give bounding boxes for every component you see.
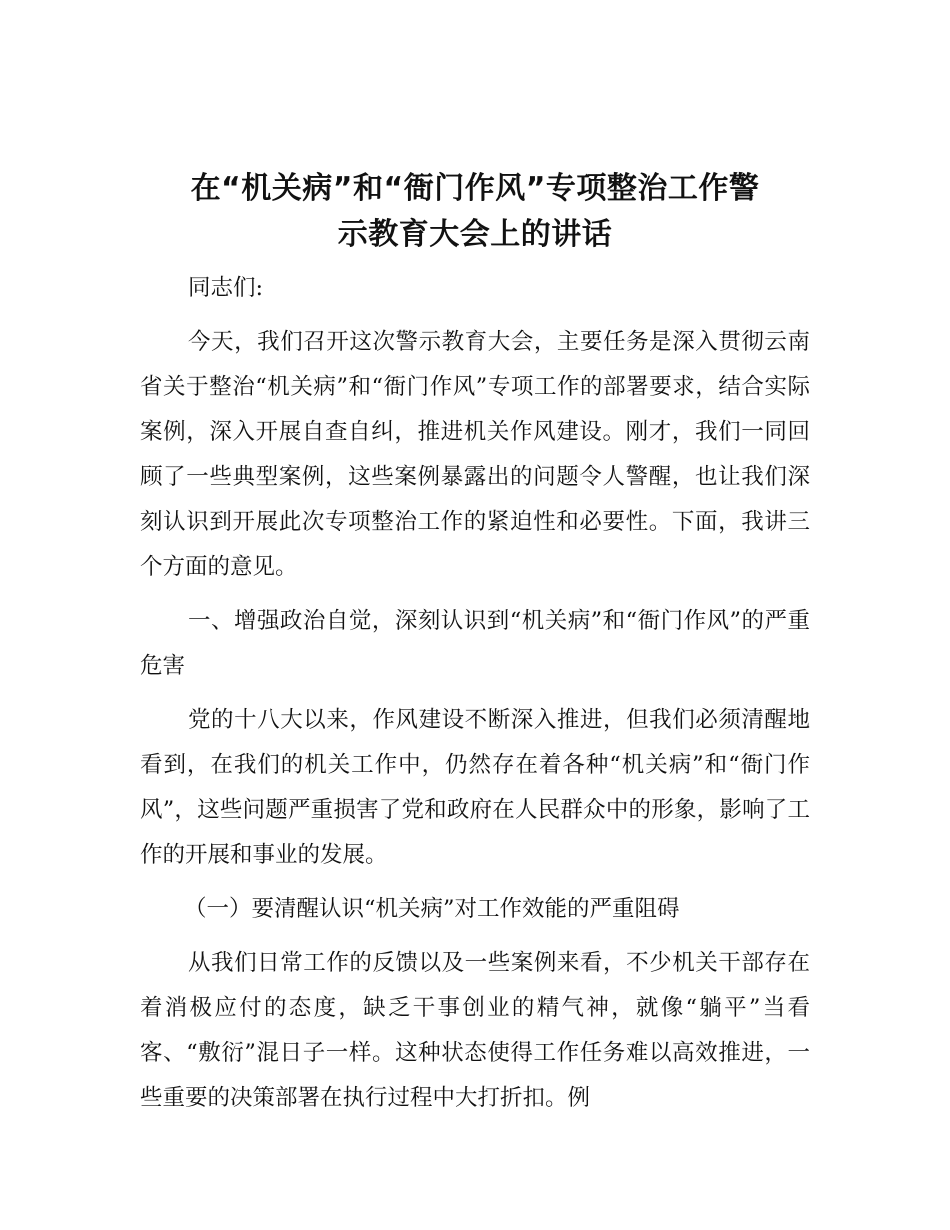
title-line-1: 在“机关病”和“衙门作风”专项整治工作警 [190, 171, 760, 206]
section-1-heading: 一、增强政治自觉，深刻认识到“机关病”和“衙门作风”的严重危害 [140, 608, 810, 679]
title-line-2: 示教育大会上的讲话 [337, 217, 613, 252]
salutation: 同志们: [188, 275, 264, 301]
subsection-1-heading: （一）要清醒认识“机关病”对工作效能的严重阻碍 [184, 896, 680, 922]
document-body [140, 266, 810, 1130]
intro-paragraph: 今天，我们召开这次警示教育大会，主要任务是深入贯彻云南省关于整治“机关病”和“衙门作风”专项工作的部署要求，结合实际案例，深入开展自查自纠，推进机关作风建设。刚才，我们一同回顾了一些典型案例，这些案例暴露出的问题令人警醒，也让我们深刻认识到开展此次专项整治工作的紧迫性和必要性。下面，我讲三个方面的意见。 [140, 329, 810, 580]
subsection-1-paragraph: 从我们日常工作的反馈以及一些案例来看，不少机关干部存在着消极应付的态度，缺乏干事创业的精气神，就像“躺平”当看客、“敷衍”混日子一样。这种状态使得工作任务难以高效推进，一些重要的决策部署在执行过程中大打折扣。例 [140, 950, 810, 1111]
document-title [140, 166, 810, 258]
section-1-paragraph: 党的十八大以来，作风建设不断深入推进，但我们必须清醒地看到，在我们的机关工作中，仍然存在着各种“机关病”和“衙门作风”，这些问题严重损害了党和政府在人民群众中的形象，影响了工作的开展和事业的发展。 [140, 707, 810, 868]
